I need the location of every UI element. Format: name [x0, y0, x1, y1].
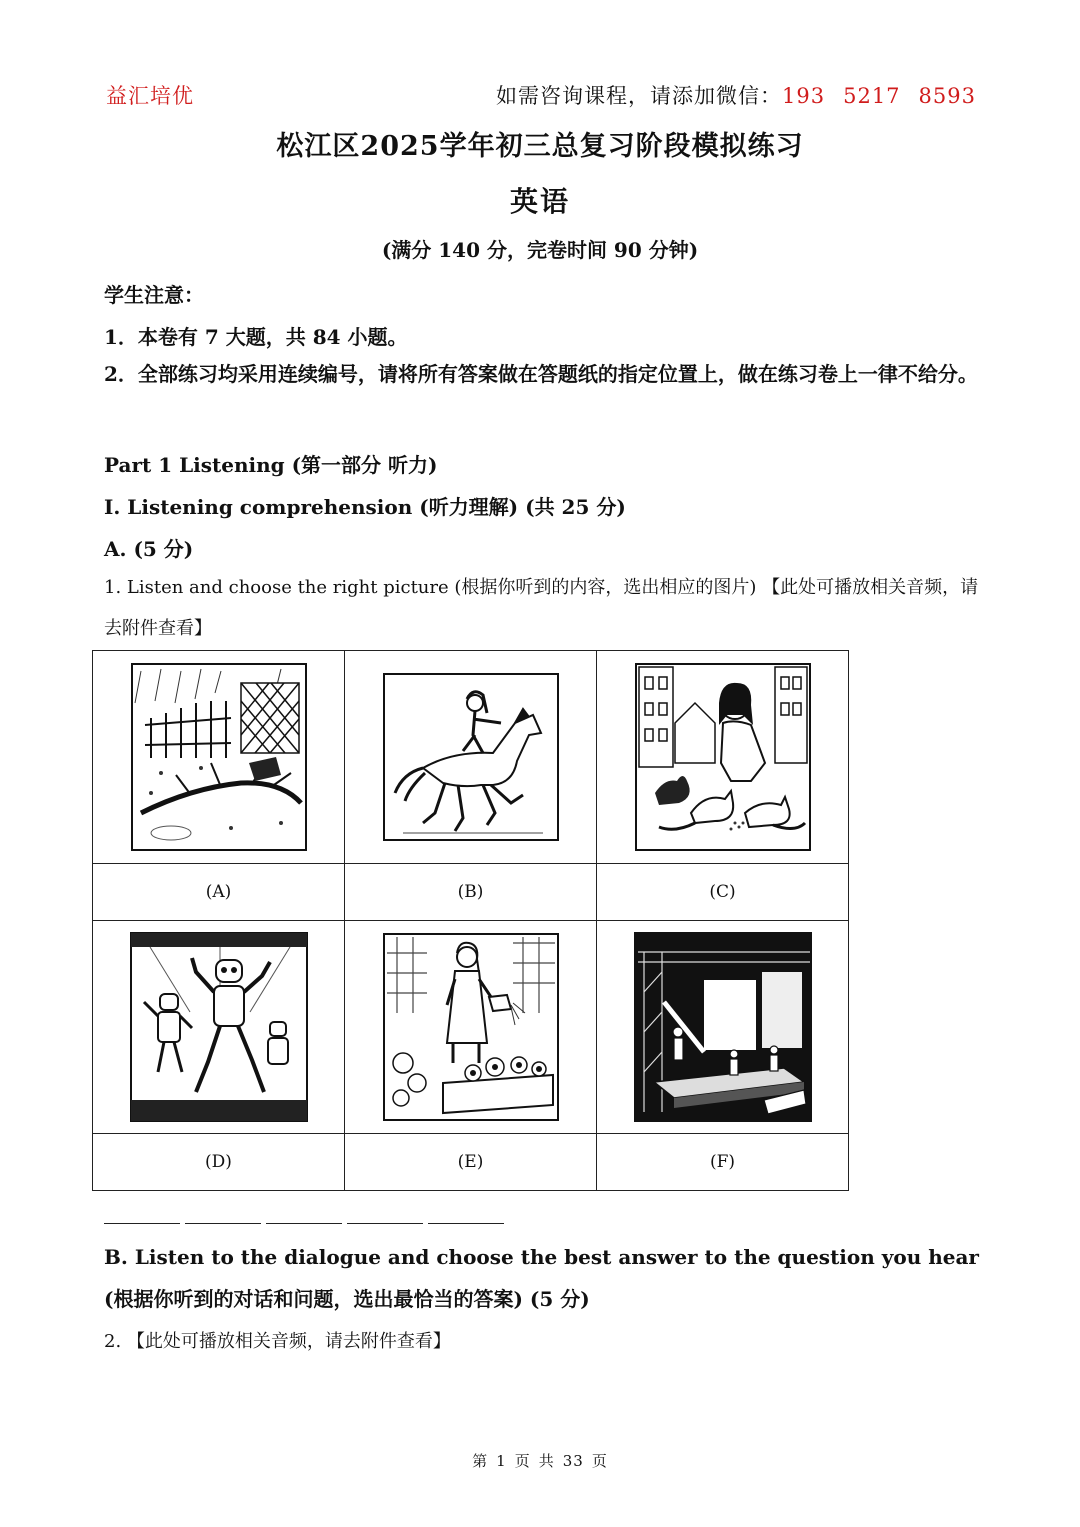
footer-total-pages: 33: [562, 1452, 584, 1470]
question-1-text: 1. Listen and choose the right picture (根据你听到的内容，选出相应的图片) 【此处可播放相关音频，请去附件查看】: [104, 577, 979, 639]
notice-item: 2．全部练习均采用连续编号，请将所有答案做在答题纸的指定位置上，做在练习卷上一律不给分。: [104, 362, 978, 386]
picture-cell: [345, 921, 597, 1134]
subsection-heading: A. (5 分): [104, 537, 194, 561]
page-footer: [0, 1450, 1080, 1471]
brand-name: 益汇培优: [106, 84, 194, 108]
phone-part: 193: [782, 84, 826, 108]
dancing-robots-icon: [130, 932, 308, 1122]
picture-cell: [345, 651, 597, 864]
exam-title: 松江区2025学年初三总复习阶段模拟练习: [276, 131, 804, 162]
picture-label: (C): [597, 864, 849, 921]
answer-blank[interactable]: [104, 1205, 180, 1224]
answer-blanks: [104, 1205, 509, 1228]
answer-blank[interactable]: [266, 1205, 342, 1224]
stage-construction-icon: [634, 932, 812, 1122]
notice-item: 1．本卷有 7 大题，共 84 小题。: [104, 325, 408, 349]
footer-part: 页: [514, 1452, 531, 1470]
section-b-heading: B. Listen to the dialogue and choose the best answer to the question you hear (根据你听到的对话和问题，选出最恰当的答案) (5 分): [104, 1245, 979, 1311]
picture-cell: [93, 921, 345, 1134]
picture-cell: [597, 651, 849, 864]
footer-part: 共: [538, 1452, 555, 1470]
footer-page-number: 1: [496, 1452, 507, 1470]
picture-label: (A): [93, 864, 345, 921]
exam-meta: (满分 140 分，完卷时间 90 分钟): [381, 238, 699, 262]
answer-blank[interactable]: [347, 1205, 423, 1224]
gardening-girl-icon: [383, 933, 559, 1121]
horse-rider-icon: [383, 673, 559, 841]
phone-part: 5217: [843, 84, 901, 108]
answer-blank[interactable]: [428, 1205, 504, 1224]
picture-table: [92, 650, 849, 1191]
picture-cell: [93, 651, 345, 864]
picture-label: (D): [93, 1134, 345, 1191]
section-heading: I. Listening comprehension (听力理解) (共 25 分): [104, 495, 626, 519]
cats-feeding-icon: [635, 663, 811, 851]
subject-title: 英语: [509, 185, 570, 218]
picture-label: (E): [345, 1134, 597, 1191]
picture-cell: [597, 921, 849, 1134]
question-2-text: 2. 【此处可播放相关音频，请去附件查看】: [104, 1331, 451, 1352]
phone-number: [782, 84, 976, 108]
contact-info: [496, 80, 976, 110]
picture-label: (B): [345, 864, 597, 921]
storm-garden-icon: [131, 663, 307, 851]
notice-heading: 学生注意：: [104, 283, 204, 307]
footer-part: 第: [472, 1452, 489, 1470]
footer-part: 页: [591, 1452, 608, 1470]
answer-blank[interactable]: [185, 1205, 261, 1224]
contact-prefix: 如需咨询课程，请添加微信：: [496, 84, 782, 108]
picture-label: (F): [597, 1134, 849, 1191]
part-heading: Part 1 Listening (第一部分 听力): [104, 453, 438, 477]
phone-part: 8593: [918, 84, 976, 108]
